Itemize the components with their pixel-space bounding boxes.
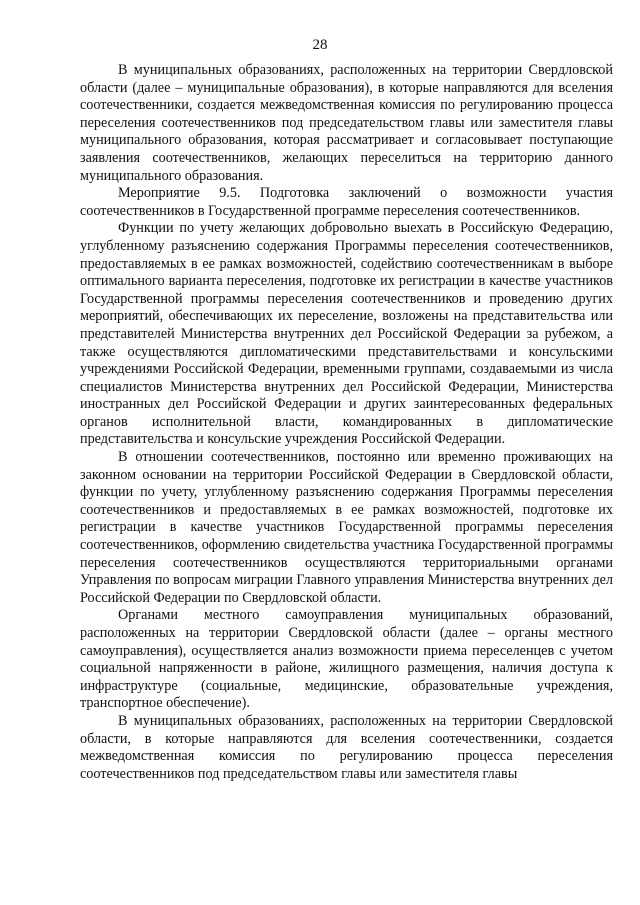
document-body <box>80 62 613 783</box>
page-number: 28 <box>312 37 328 53</box>
paragraph-residents-functions: В отношении соотечественников, постоянно или временно проживающих на законном основании на территории Российской Федерации в Свердловской области, функции по учету, углубленному разъяснению содержания Программы переселения соотечественников и предоставляемых в ее рамках возможностей, подготовке их регистрации в качестве участников Государственной программы переселения соотечественников, оформлению свидетельства участника Государственной программы переселения соотечественников осуществляются территориальными органами Управления по вопросам миграции Главного управления Министерства внутренних дел Российской Федерации по Свердловской области. <box>80 449 613 606</box>
paragraph-functions-abroad: Функции по учету желающих добровольно выехать в Российскую Федерацию, углубленному разъяснению содержания Программы переселения соотечественников, предоставляемых в ее рамках возможностей, содействию соотечественникам в выборе оптимального варианта переселения, подготовке их регистрации в качестве участников Государственной программы переселения соотечественников и проведению других мероприятий, обеспечивающих их переселение, возложены на представительства или представителей Министерства внутренних дел Российской Федерации за рубежом, а также осуществляются дипломатическими представительствами и консульскими учреждениями Российской Федерации, временными группами, создаваемыми из числа специалистов Министерства внутренних дел Российской Федерации, Министерства иностранных дел Российской Федерации и других заинтересованных федеральных органов исполнительной власти, командированных в дипломатические представительства и консульские учреждения Российской Федерации. <box>80 220 613 448</box>
paragraph-commission: В муниципальных образованиях, расположенных на территории Свердловской области (далее – муниципальные образования), в которые направляются для вселения соотечественники, создается межведомственная комиссия по регулированию процесса переселения соотечественников под председательством главы или заместителя главы муниципального образования, которая рассматривает и согласовывает поступающие заявления соотечественников, желающих переселиться на территорию данного муниципального образования. <box>80 62 613 184</box>
paragraph-commission-continued: В муниципальных образованиях, расположенных на территории Свердловской области, в которые направляются для вселения соотечественники, создается межведомственная комиссия по регулированию процесса переселения соотечественников под председательством главы или заместителя главы <box>80 712 613 782</box>
paragraph-local-government: Органами местного самоуправления муниципальных образований, расположенных на территории Свердловской области (далее – органы местного самоуправления), осуществляется анализ возможности приема переселенцев с учетом социальной напряженности в районе, жилищного размещения, наличия доступа к инфраструктуре (социальные, медицинские, образовательные учреждения, транспортное обеспечение). <box>80 607 613 712</box>
paragraph-measure-9-5: Мероприятие 9.5. Подготовка заключений о возможности участия соотечественников в Государственной программе переселения соотечественников. <box>80 185 613 219</box>
